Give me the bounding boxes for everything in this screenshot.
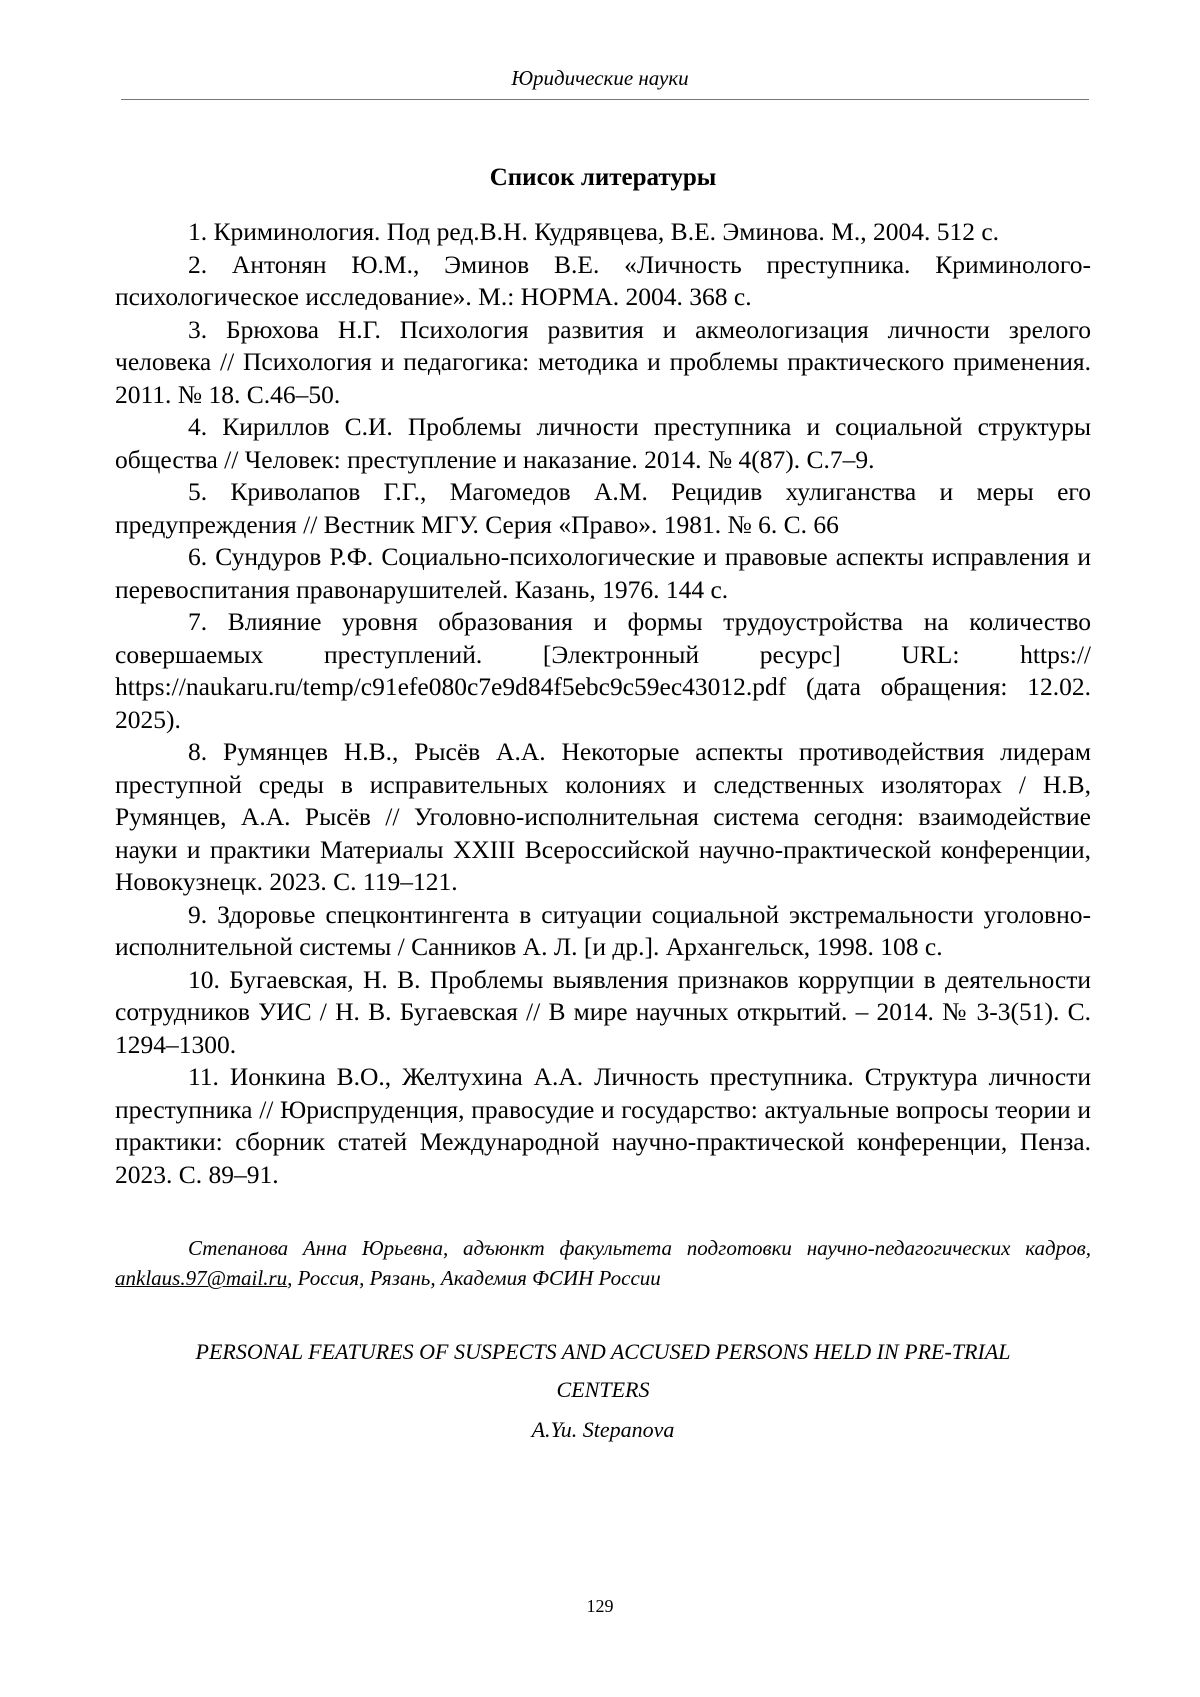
reference-item: 8. Румянцев Н.В., Рысёв А.А. Некоторые аспекты противодействия лидерам преступной среды в исправительных колониях и следственных изоляторах / Н.В, Румянцев, А.А. Рысёв // Уголовно-исполнительная система сегодня: взаимодействие науки и практики Материалы XXIII Всероссийской научно-практической конференции, Новокузнецк. 2023. С. 119–121. <box>115 737 1091 896</box>
author-details: Степанова Анна Юрьевна, адъюнкт факультета подготовки научно-педагогических кадров, <box>188 1236 1091 1260</box>
reference-list <box>115 216 1091 1191</box>
page-number: 129 <box>586 1596 614 1616</box>
reference-item: 1. Криминология. Под ред.В.Н. Кудрявцева, В.Е. Эминова. М., 2004. 512 с. <box>188 217 1000 246</box>
reference-item: 2. Антонян Ю.М., Эминов В.Е. «Личность преступника. Криминолого-психологическое исследование». М.: НОРМА. 2004. 368 с. <box>115 249 1091 311</box>
reference-item: 3. Брюхова Н.Г. Психология развития и акмеологизация личности зрелого человека // Психология и педагогика: методика и проблемы практического применения. 2011. № 18. С.46–50. <box>115 314 1091 409</box>
reference-item: 5. Криволапов Г.Г., Магомедов А.М. Рецидив хулиганства и меры его предупреждения // Вестник МГУ. Серия «Право». 1981. № 6. С. 66 <box>115 477 1091 539</box>
english-author-name: A.Yu. Stepanova <box>531 1417 675 1442</box>
author-email-link[interactable]: anklaus.97@mail.ru <box>115 1266 288 1290</box>
running-title: Юридические науки <box>511 66 689 90</box>
reference-item: 4. Кириллов С.И. Проблемы личности преступника и социальной структуры общества // Человек: преступление и наказание. 2014. № 4(87). С.7–9. <box>115 412 1091 474</box>
header-rule <box>121 99 1089 100</box>
english-article-title: PERSONAL FEATURES OF SUSPECTS AND ACCUSED PERSONS HELD IN PRE-TRIAL CENTERS <box>195 1339 1011 1402</box>
author-location: , Россия, Рязань, Академия ФСИН России <box>287 1266 661 1290</box>
reference-item: 11. Ионкина В.О., Желтухина А.А. Личность преступника. Структура личности преступника // Юриспруденция, правосудие и государство: актуальные вопросы теории и практики: сборник статей Международной научно-практической конференции, Пенза. 2023. С. 89–91. <box>115 1062 1091 1189</box>
page-content <box>115 164 1091 1443</box>
author-affiliation <box>115 1233 1091 1293</box>
reference-item: 7. Влияние уровня образования и формы трудоустройства на количество совершаемых преступлений. [Электронный ресурс] URL: https:// https://naukaru.ru/temp/c91efe080c7e9d84f5ebc9c59ec43012.pdf (дата обращения: 12.02. 2025). <box>115 607 1091 734</box>
references-title: Список литературы <box>489 164 717 191</box>
reference-item: 6. Сундуров Р.Ф. Социально-психологические и правовые аспекты исправления и перевоспитания правонарушителей. Казань, 1976. 144 с. <box>115 542 1091 604</box>
reference-item: 10. Бугаевская, Н. В. Проблемы выявления признаков коррупции в деятельности сотрудников УИС / Н. В. Бугаевская // В мире научных открытий. – 2014. № 3-3(51). С. 1294–1300. <box>115 964 1091 1059</box>
reference-item: 9. Здоровье спецконтингента в ситуации социальной экстремальности уголовно-исполнительной системы / Санников А. Л. [и др.]. Архангельск, 1998. 108 с. <box>115 899 1091 961</box>
